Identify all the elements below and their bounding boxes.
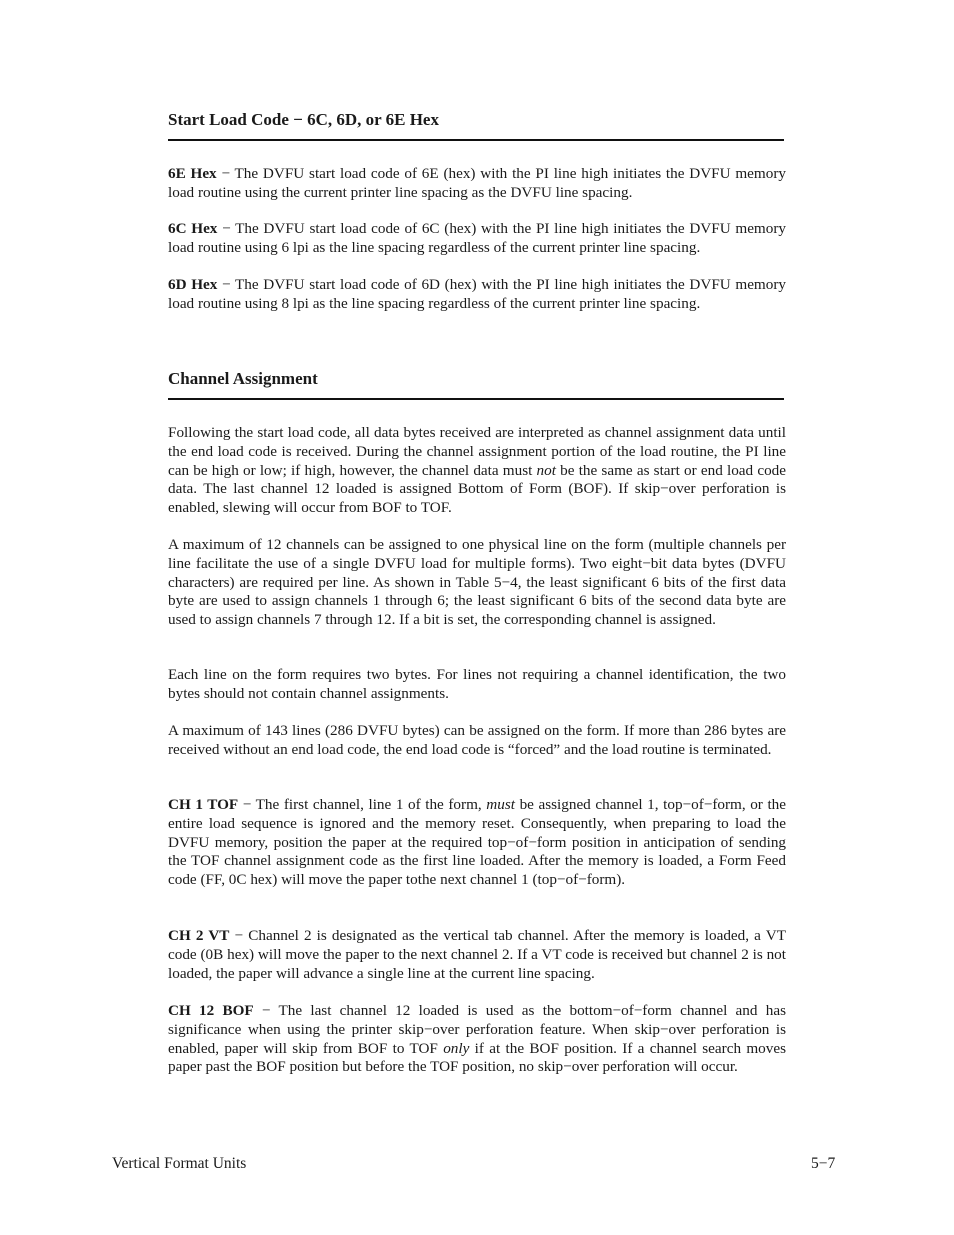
paragraph-text: The DVFU start load code of 6E (hex) with the PI line high initiates the DVFU memory load routine using the current printer line spacing as the DVFU line spacing. (168, 165, 786, 201)
paragraph-each-line: Each line on the form requires two bytes. For lines not requiring a channel identification, the two bytes should not contain channel assignments. (168, 666, 786, 702)
term-separator: − (253, 1002, 279, 1019)
paragraph-text: be assigned channel 1, top−of−form, or the entire load sequence is ignored and the memory reset. Consequently, when preparing to load the DVFU memory, position the paper at the required top−of−form position in anticipation of sending the TOF channel assignment code as the first line loaded. After the memory is loaded, a Form Feed code (FF, 0C hex) will move the paper tothe next channel 1 (top−of−form). (168, 796, 786, 889)
paragraph-text: be the same as start or end load code data. The last channel 12 loaded is assigned Bottom of Form (BOF). If skip−over perforation is enabled, slewing will occur from BOF to TOF. (168, 461, 786, 517)
term-separator: − (229, 927, 249, 944)
emphasis-text: not (536, 461, 556, 479)
section-heading-start-load-code: Start Load Code − 6C, 6D, or 6E Hex (168, 110, 439, 129)
paragraph-ch12-bof (168, 1002, 786, 1077)
paragraph-text: Channel 2 is designated as the vertical tab channel. After the memory is loaded, a VT code (0B hex) will move the paper to the next channel 2. If a VT code is received but channel 2 is not loaded, the paper will advance a single line at the current line spacing. (168, 927, 787, 982)
paragraph-6e-hex (168, 165, 786, 203)
paragraph-text: Following the start load code, all data bytes received are interpreted as channel assignment data until the end load code is received. During the channel assignment portion of the load routine, the PI line can be high or low; if high, however, the channel data must (168, 424, 786, 479)
term-label: 6C Hex (168, 220, 218, 237)
term-label: CH 2 VT (168, 927, 230, 944)
term-separator: − (216, 165, 235, 182)
emphasis-text: only (443, 1039, 470, 1057)
paragraph-text: The last channel 12 loaded is used as the bottom−of−form channel and has significance when using the printer skip−over perforation feature. When skip−over perforation is enabled, paper will skip from BOF to TOF (168, 1002, 786, 1057)
section-rule (168, 398, 784, 400)
paragraph-text: The first channel, line 1 of the form, (255, 796, 487, 813)
section-heading-channel-assignment: Channel Assignment (168, 369, 318, 388)
paragraph-6c-hex (168, 220, 786, 258)
paragraph-6d-hex (168, 276, 786, 314)
term-label: CH 1 TOF (168, 796, 239, 813)
paragraph-following-start-load (168, 424, 786, 518)
emphasis-text: must (486, 796, 515, 813)
footer-chapter-title: Vertical Format Units (112, 1155, 247, 1172)
term-separator: − (238, 796, 256, 813)
term-separator: − (217, 276, 235, 293)
paragraph-max-143-lines: A maximum of 143 lines (286 DVFU bytes) can be assigned on the form. If more than 286 bytes are received without an end load code, the end load code is “forced” and the load routine is terminated. (168, 722, 786, 758)
term-label: 6D Hex (168, 276, 218, 293)
footer-page-number: 5−7 (811, 1155, 836, 1172)
paragraph-max-12-channels: A maximum of 12 channels can be assigned to one physical line on the form (multiple channels per line facilitate the use of a single DVFU load for multiple forms). Two eight−bit data bytes (DVFU characters) are required per line. As shown in Table 5−4, the least significant 6 bits of the first data byte are used to assign channels 1 through 6; the least significant 6 bits of the second data byte are used to assign channels 7 through 12. If a bit is set, the corresponding channel is assigned. (168, 536, 786, 629)
term-label: 6E Hex (168, 165, 217, 182)
paragraph-ch2-vt (168, 927, 786, 983)
paragraph-text: if at the BOF position. If a channel search moves paper past the BOF position but before the TOF position, no skip−over perforation will occur. (168, 1039, 787, 1076)
term-separator: − (217, 220, 236, 237)
section-rule (168, 139, 784, 141)
paragraph-ch1-tof (168, 796, 786, 890)
paragraph-text: The DVFU start load code of 6C (hex) with the PI line high initiates the DVFU memory load routine using 6 lpi as the line spacing regardless of the current printer line spacing. (168, 220, 786, 256)
paragraph-text: The DVFU start load code of 6D (hex) with the PI line high initiates the DVFU memory load routine using 8 lpi as the line spacing regardless of the current printer line spacing. (168, 276, 786, 312)
term-label: CH 12 BOF (168, 1002, 254, 1019)
